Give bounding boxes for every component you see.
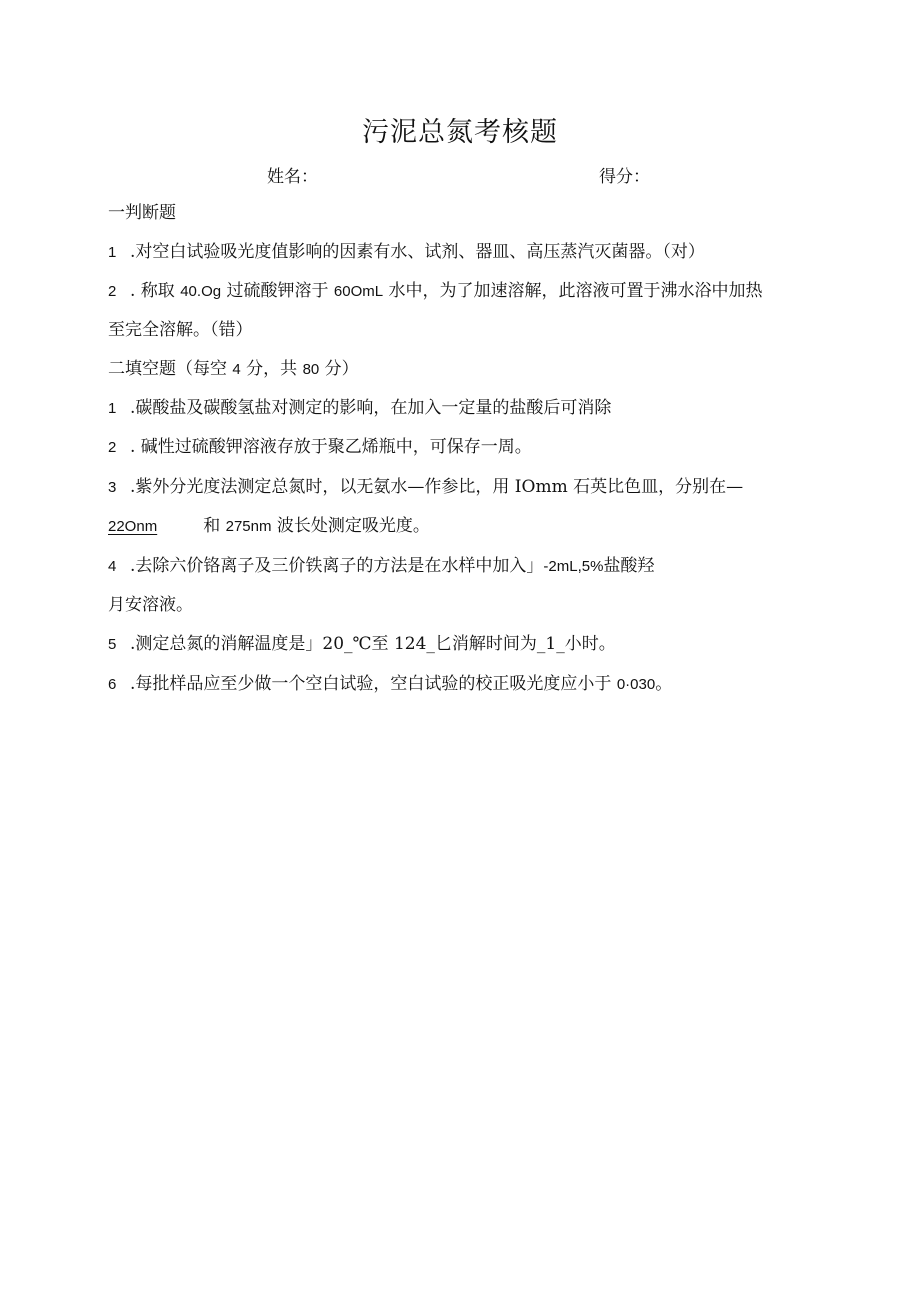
answer-blank: 22Onm — [108, 518, 158, 535]
question-text: .去除六价铬离子及三价铁离子的方法是在水样中加入」 — [130, 556, 544, 576]
name-label: 姓名： — [267, 167, 318, 187]
question-value: 275nm — [225, 518, 272, 535]
question-value: 40.Og — [180, 283, 222, 300]
fill-question-3 — [108, 477, 743, 498]
section2-heading — [108, 359, 359, 380]
fill-question-5 — [108, 634, 616, 655]
question-number: 1 — [108, 400, 117, 417]
section1-heading: 一判断题 — [108, 203, 176, 223]
question-text: .紫外分光度法测定总氮时，以无氨水—作参比，用 IOmm 石英比色皿，分别在— — [130, 477, 744, 497]
question-text: 盐酸羟 — [603, 556, 655, 576]
heading-value: 80 — [302, 361, 320, 378]
page-title: 污泥总氮考核题 — [362, 117, 558, 148]
question-text: 水中，为了加速溶解，此溶液可置于沸水浴中加热 — [383, 281, 763, 301]
question-number: 2 — [108, 283, 117, 300]
fill-question-2 — [108, 437, 532, 458]
question-value: -2mL,5% — [543, 558, 604, 575]
tf-question-2 — [108, 281, 763, 302]
question-text: .每批样品应至少做一个空白试验，空白试验的校正吸光度应小于 — [130, 674, 617, 694]
question-text: .对空白试验吸光度值影响的因素有水、试剂、器皿、高压蒸汽灭菌器。（对） — [130, 242, 705, 262]
question-number: 6 — [108, 676, 117, 693]
question-value: 0·030 — [616, 676, 656, 693]
question-number: 4 — [108, 558, 117, 575]
question-text: .碳酸盐及碳酸氢盐对测定的影响，在加入一定量的盐酸后可消除 — [130, 398, 612, 418]
question-text: 。 — [655, 674, 673, 694]
fill-question-1 — [108, 398, 611, 419]
question-text: 波长处测定吸光度。 — [271, 516, 430, 536]
fill-question-4-continuation: 月安溶液。 — [108, 595, 193, 615]
score-label: 得分： — [599, 167, 650, 187]
heading-text: 分，共 — [240, 359, 303, 379]
question-text: .测定总氮的消解温度是」20_℃至 124_匕消解时间为_1_小时。 — [130, 634, 616, 654]
question-number: 5 — [108, 636, 117, 653]
question-value: 60OmL — [333, 283, 384, 300]
heading-text: 分） — [319, 359, 359, 379]
question-number: 1 — [108, 244, 117, 261]
heading-text: 二填空题（每空 — [108, 359, 233, 379]
question-text: . 称取 — [130, 281, 181, 301]
fill-question-4 — [108, 556, 654, 577]
question-number: 2 — [108, 439, 117, 456]
tf-question-2-continuation: 至完全溶解。（错） — [108, 320, 253, 340]
question-text: 过硫酸钾溶于 — [221, 281, 334, 301]
question-text: . 碱性过硫酸钾溶液存放于聚乙烯瓶中，可保存一周。 — [130, 437, 532, 457]
tf-question-1 — [108, 242, 705, 263]
question-text: 和 — [203, 516, 226, 536]
question-number: 3 — [108, 479, 117, 496]
heading-value: 4 — [232, 361, 241, 378]
fill-question-6 — [108, 674, 672, 695]
fill-question-3-continuation — [108, 516, 430, 537]
